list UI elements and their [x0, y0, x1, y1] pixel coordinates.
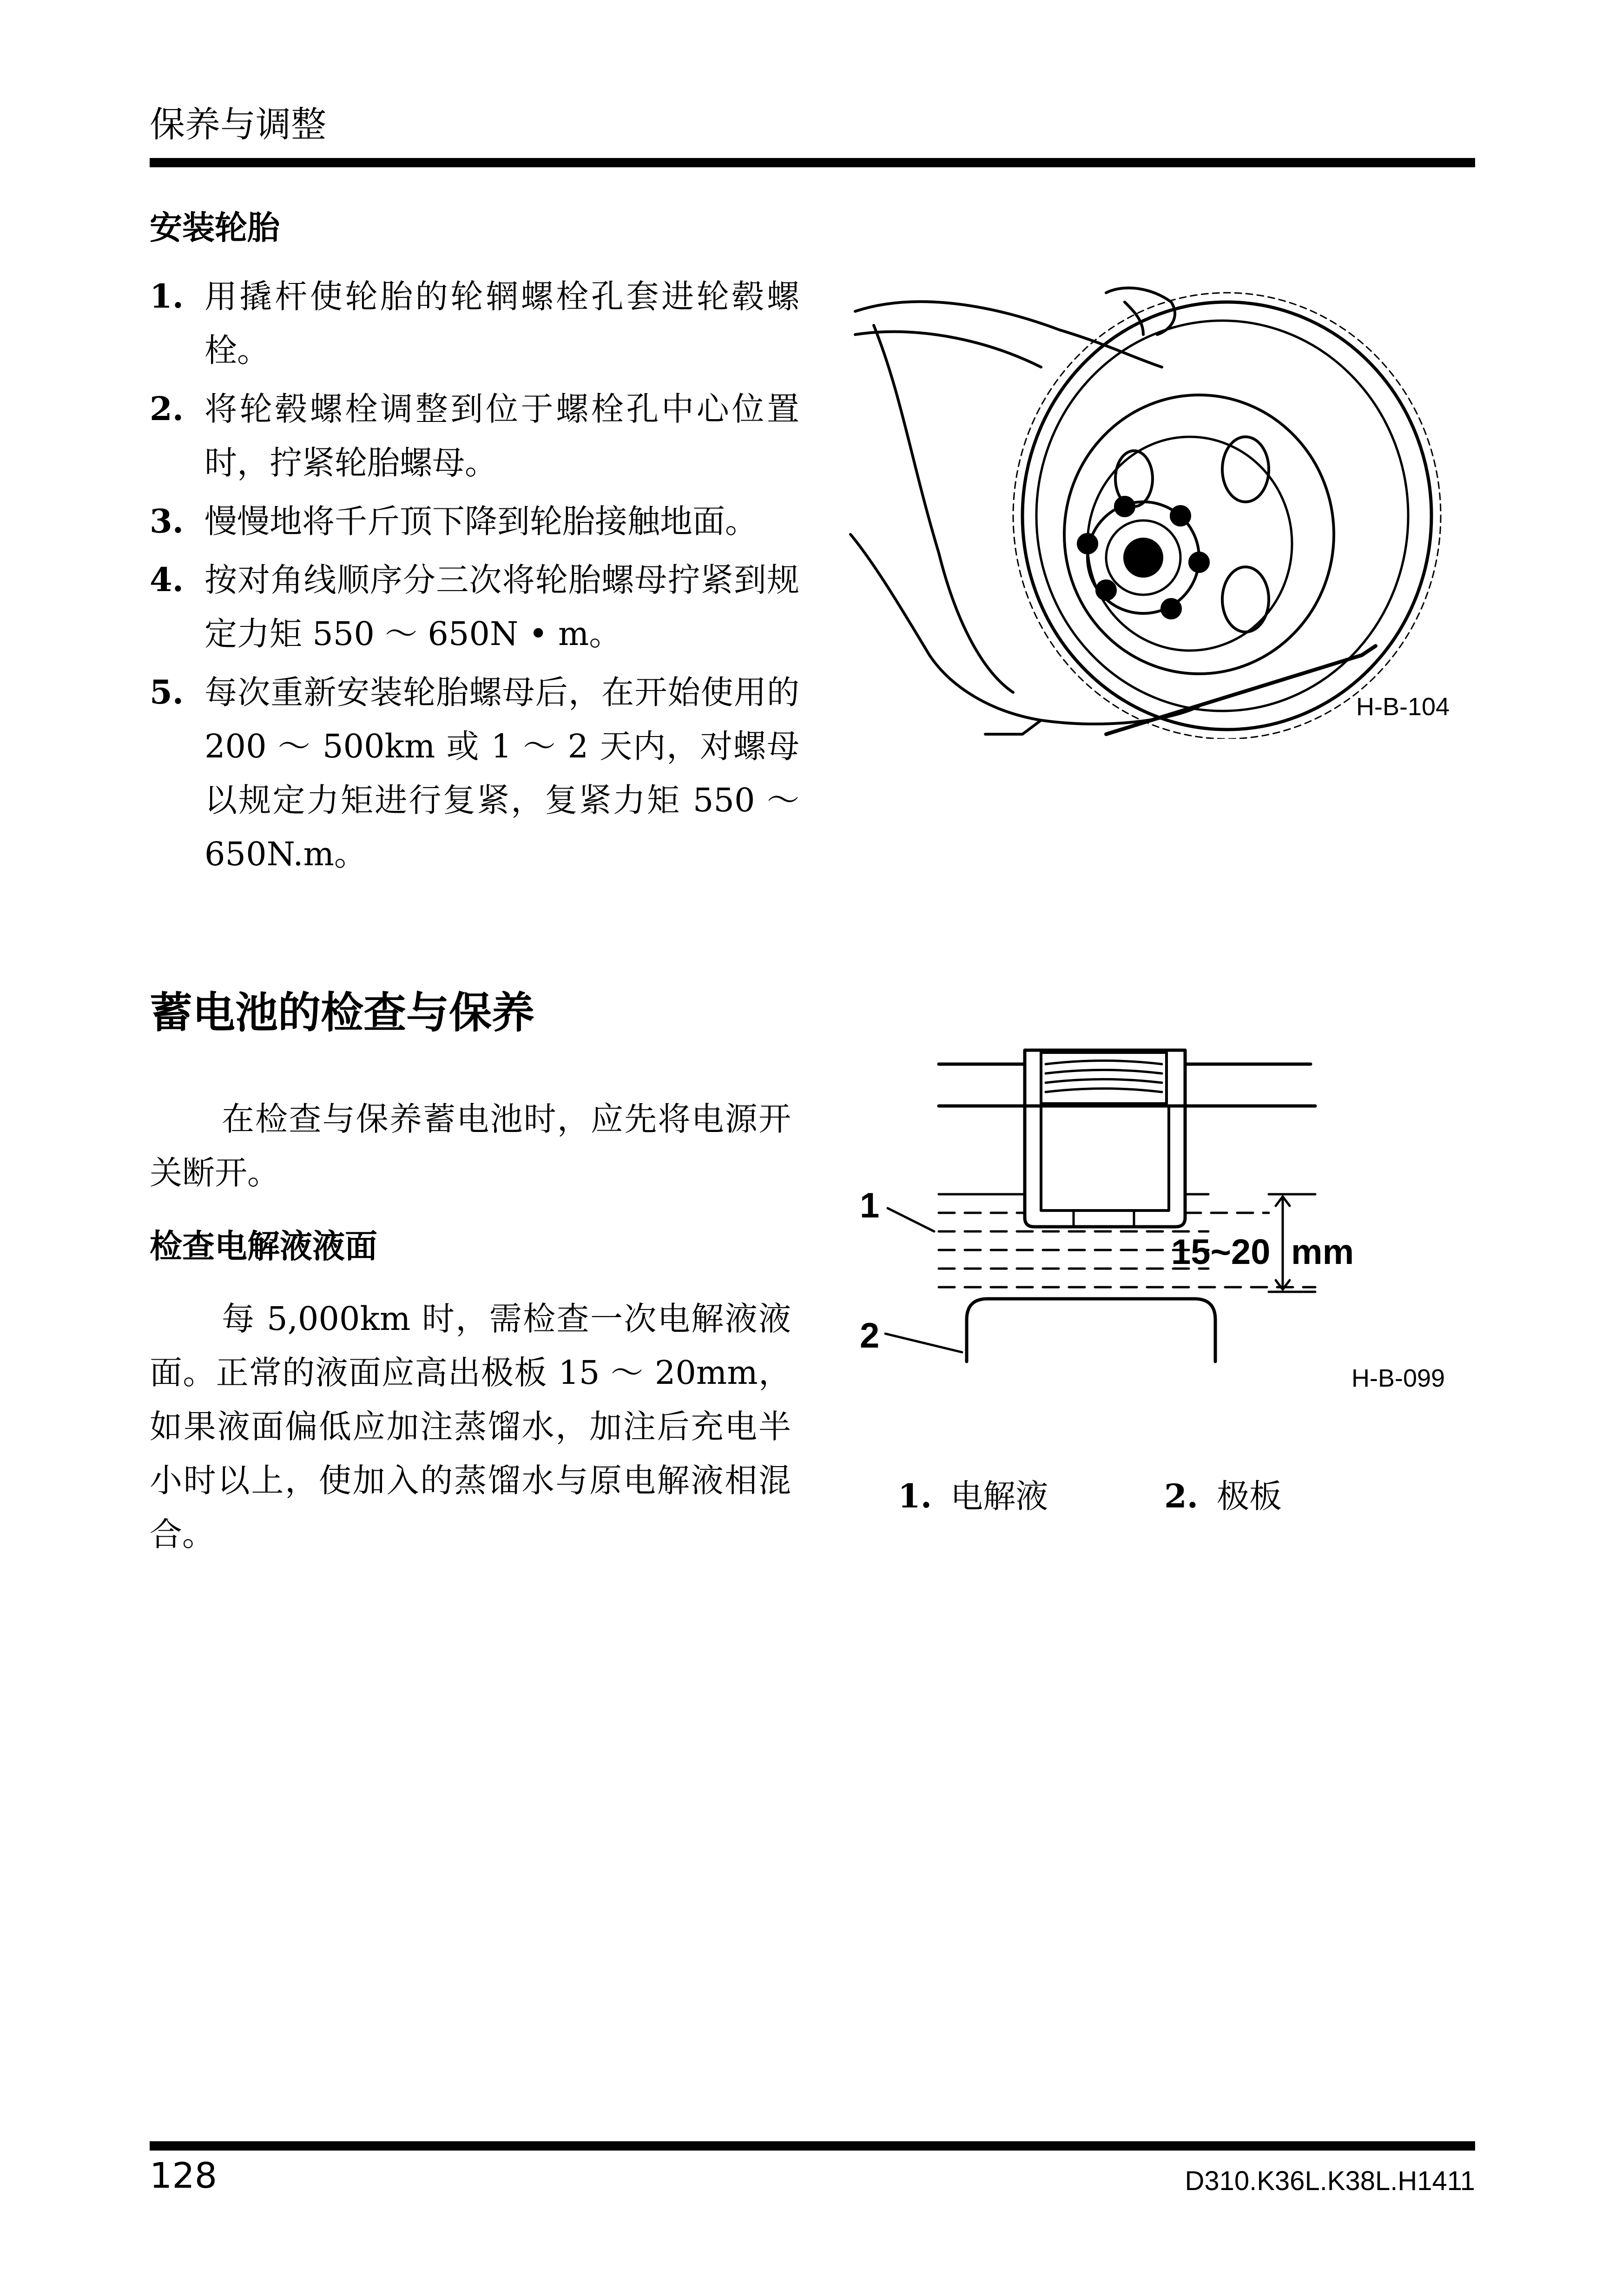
caption-number: 1. [898, 1477, 932, 1515]
step-item [150, 382, 800, 490]
step-item [150, 553, 800, 661]
electrolyte-heading: 检查电解液液面 [150, 1227, 377, 1265]
header-rule [150, 158, 1475, 167]
step-text: 将轮毂螺栓调整到位于螺栓孔中心位置时，拧紧轮胎螺母。 [204, 390, 799, 482]
caption-number: 2. [1164, 1477, 1199, 1515]
diagram-label-2: 2 [860, 1316, 880, 1355]
step-text: 每次重新安装轮胎螺母后，在开始使用的 200 ～ 500km 或 1 ～ 2 天内，对螺母以规定力矩进行复紧，复紧力矩 550 ～ 650N.m。 [204, 673, 799, 873]
battery-intro-paragraph: 在检查与保养蓄电池时，应先将电源开关断开。 [150, 1100, 791, 1192]
install-tires-heading: 安装轮胎 [150, 209, 280, 247]
caption-text: 极板 [1217, 1477, 1282, 1515]
diagram-dimension-unit: mm [1291, 1232, 1354, 1272]
electrolyte-paragraph: 每 5,000km 时，需检查一次电解液液面。正常的液面应高出极板 15 ～ 20mm，如果液面偏低应加注蒸馏水，加注后充电半小时以上，使加入的蒸馏水与原电解液相混合。 [150, 1300, 791, 1553]
battery-figure-id: H-B-099 [1351, 1364, 1445, 1392]
step-text: 按对角线顺序分三次将轮胎螺母拧紧到规定力矩 550 ～ 650N • m。 [204, 561, 799, 653]
step-number: 4. [150, 560, 184, 599]
diagram-dimension-value: 15~20 [1171, 1232, 1271, 1272]
step-number: 3. [150, 502, 184, 540]
step-item [150, 494, 800, 548]
electrolyte-level-diagram [850, 1032, 1469, 1385]
tire-installation-illustration [846, 274, 1464, 739]
footer-rule [150, 2141, 1475, 2151]
step-number: 2. [150, 389, 184, 428]
figure-caption-1 [898, 1473, 1048, 1520]
figure-caption-2 [1164, 1473, 1282, 1520]
step-number: 5. [150, 673, 184, 711]
step-item [150, 665, 800, 881]
step-text: 用撬杆使轮胎的轮辋螺栓孔套进轮毂螺栓。 [204, 277, 799, 369]
page-number: 128 [150, 2155, 218, 2196]
step-number: 1. [150, 277, 184, 316]
step-text: 慢慢地将千斤顶下降到轮胎接触地面。 [204, 502, 758, 540]
install-steps-list [150, 270, 800, 886]
document-code: D310.K36L.K38L.H1411 [1185, 2166, 1475, 2196]
tire-figure-id: H-B-104 [1356, 693, 1450, 721]
header-title: 保养与调整 [150, 104, 326, 145]
battery-heading: 蓄电池的检查与保养 [150, 988, 535, 1038]
step-item [150, 270, 800, 377]
caption-text: 电解液 [950, 1477, 1048, 1515]
diagram-label-1: 1 [860, 1186, 880, 1225]
